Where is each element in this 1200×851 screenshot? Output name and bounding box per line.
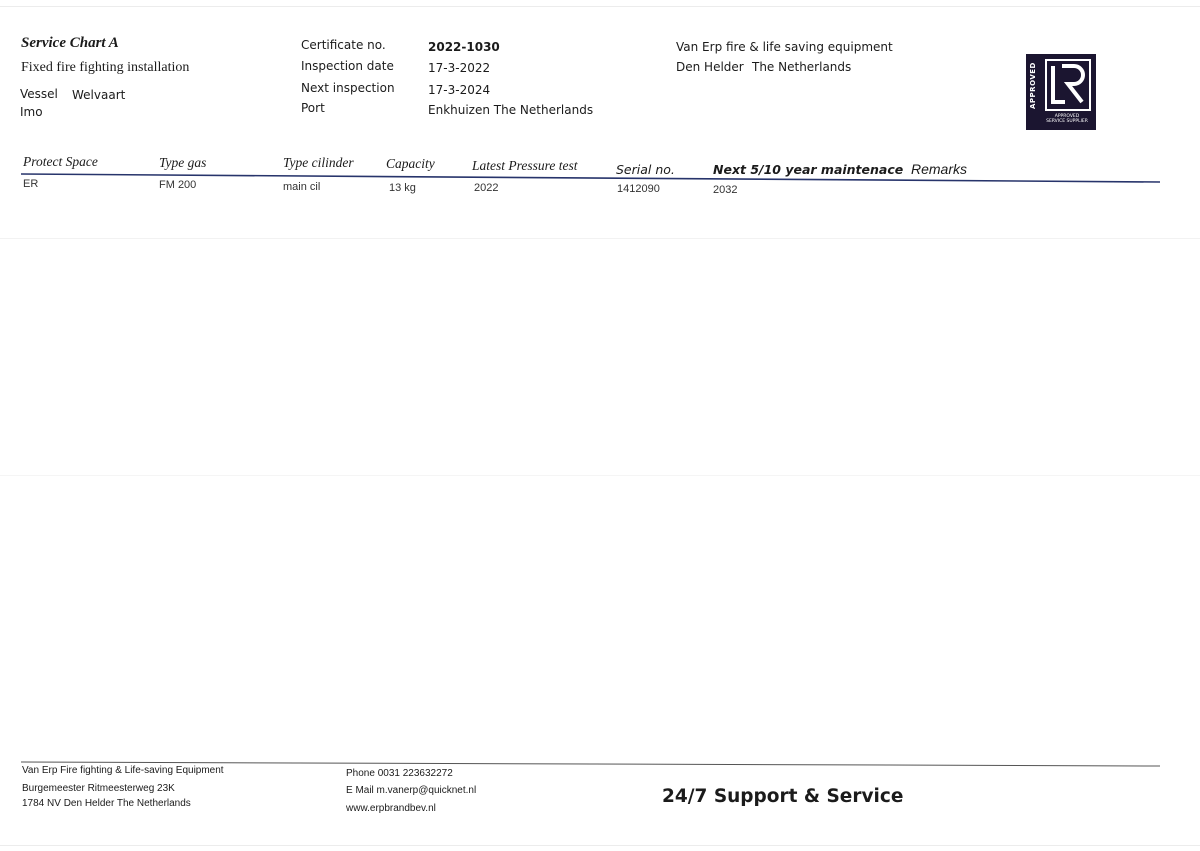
col-header-latest-pressure-test: Latest Pressure test (472, 158, 578, 173)
footer-phone: Phone 0031 223632272 (346, 768, 453, 779)
certificate-number: 2022-1030 (428, 40, 500, 54)
certificate-label: Certificate no. (301, 38, 386, 52)
logo-subtext: APPROVED SERVICE SUPPLIER (1046, 114, 1088, 124)
footer-address-city: 1784 NV Den Helder The Netherlands (22, 798, 191, 809)
cell-serial-no: 1412090 (617, 183, 660, 195)
vessel-label: Vessel (20, 87, 58, 101)
scan-edge-bottom (0, 845, 1200, 846)
imo-label: Imo (20, 105, 43, 119)
col-header-capacity: Capacity (386, 156, 435, 171)
col-header-type-gas: Type gas (159, 155, 207, 170)
company-city: Den Helder (676, 60, 744, 74)
cell-type-cilinder: main cil (283, 181, 321, 193)
cell-capacity: 13 kg (389, 182, 416, 194)
footer-address-street: Burgemeester Ritmeesterweg 23K (22, 783, 175, 794)
col-header-serial-no: Serial no. (616, 162, 675, 177)
next-inspection-label: Next inspection (301, 81, 395, 95)
cell-protect-space: ER (23, 178, 39, 190)
next-inspection-value: 17-3-2024 (428, 83, 491, 97)
col-header-type-cilinder: Type cilinder (283, 155, 354, 170)
lr-approved-logo (1026, 54, 1096, 130)
footer-email: E Mail m.vanerp@quicknet.nl (346, 785, 477, 796)
cell-latest-pressure-test: 2022 (474, 182, 499, 194)
port-label: Port (301, 101, 325, 115)
footer-slogan: 24/7 Support & Service (662, 786, 904, 807)
footer-company-name: Van Erp Fire fighting & Life-saving Equipment (22, 765, 224, 776)
footer-website: www.erpbrandbev.nl (346, 803, 436, 814)
vessel-value: Welvaart (72, 88, 126, 102)
logo-approved-text: APPROVED (1029, 62, 1037, 110)
company-country: The Netherlands (752, 60, 852, 74)
page-subtitle: Fixed fire fighting installation (21, 60, 190, 75)
port-value: Enkhuizen The Netherlands (428, 103, 594, 117)
inspection-date-label: Inspection date (301, 59, 394, 73)
col-header-next-maintenance: Next 5/10 year maintenace (713, 162, 904, 177)
scan-line (0, 238, 1200, 239)
scan-line (0, 475, 1200, 476)
page-title: Service Chart A (21, 35, 119, 51)
col-header-remarks: Remarks (911, 161, 968, 177)
lr-mark-icon (1044, 58, 1092, 112)
inspection-date-value: 17-3-2022 (428, 61, 491, 75)
scan-edge-top (0, 6, 1200, 7)
company-name: Van Erp fire & life saving equipment (676, 40, 893, 54)
cell-next-maintenance: 2032 (713, 184, 738, 196)
cell-type-gas: FM 200 (159, 179, 197, 191)
col-header-protect-space: Protect Space (23, 154, 98, 169)
